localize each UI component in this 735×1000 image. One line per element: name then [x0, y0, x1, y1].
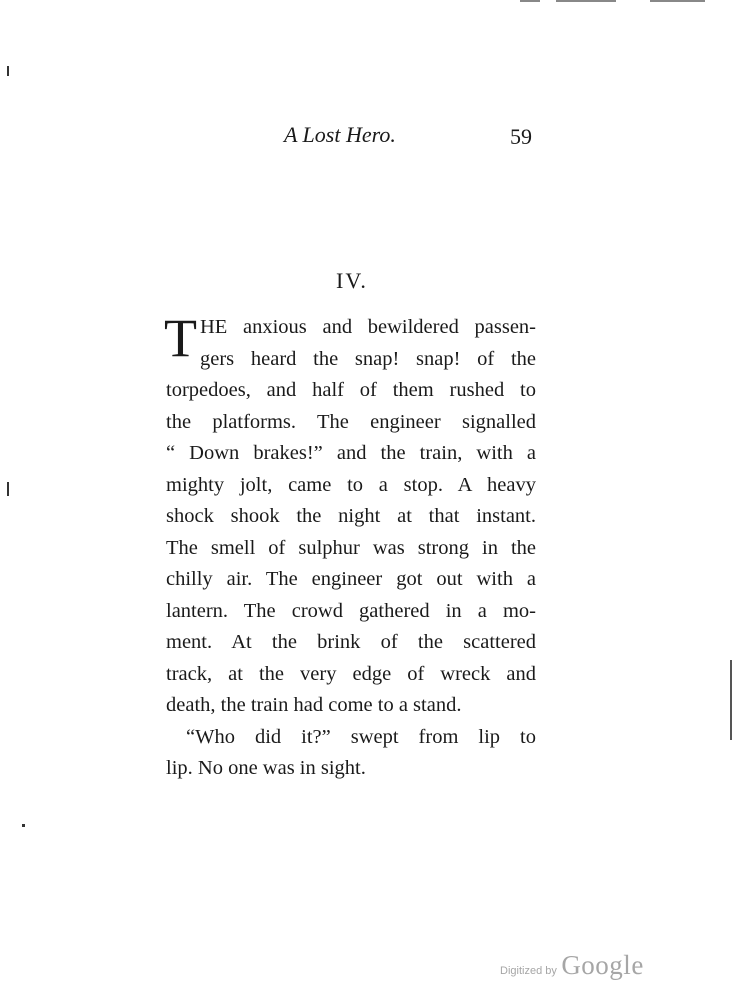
text-line: “Who did it?” swept from lip to [186, 725, 536, 748]
text-line: ment. At the brink of the scattered [166, 631, 536, 653]
scan-artifact [7, 66, 9, 76]
drop-cap: T [164, 308, 197, 368]
scan-artifact [22, 824, 25, 827]
running-header-title: A Lost Hero. [284, 122, 396, 147]
text-line: lantern. The crowd gathered in a mo- [166, 599, 536, 622]
google-logo: Google [561, 950, 644, 980]
scan-artifact [730, 660, 732, 740]
scan-edge-mark [650, 0, 705, 2]
text-line: torpedoes, and half of them rushed to [166, 379, 536, 401]
body-text [164, 308, 536, 785]
text-line: shock shook the night at that instant. [166, 505, 536, 527]
text-line: The smell of sulphur was strong in the [166, 536, 536, 559]
text-line: gers heard the snap! snap! of the [200, 347, 536, 370]
scan-artifact [7, 482, 9, 496]
text-line: track, at the very edge of wreck and [166, 662, 536, 685]
watermark-prefix: Digitized by [500, 965, 557, 977]
page-number: 59 [510, 124, 532, 149]
text-line: the platforms. The engineer signalled [166, 410, 536, 433]
digitized-watermark [500, 950, 644, 981]
text-line: lip. No one was in sight. [166, 757, 366, 779]
text-line: “ Down brakes!” and the train, with a [166, 442, 536, 464]
chapter-heading: IV. [336, 268, 368, 293]
text-line: mighty jolt, came to a stop. A heavy [166, 473, 536, 496]
text-line: chilly air. The engineer got out with a [166, 568, 536, 590]
text-line: death, the train had come to a stand. [166, 694, 462, 716]
text-line: T HE anxious and bewildered passen- [164, 308, 536, 368]
scan-edge-mark [556, 0, 616, 2]
scan-edge-mark [520, 0, 540, 2]
